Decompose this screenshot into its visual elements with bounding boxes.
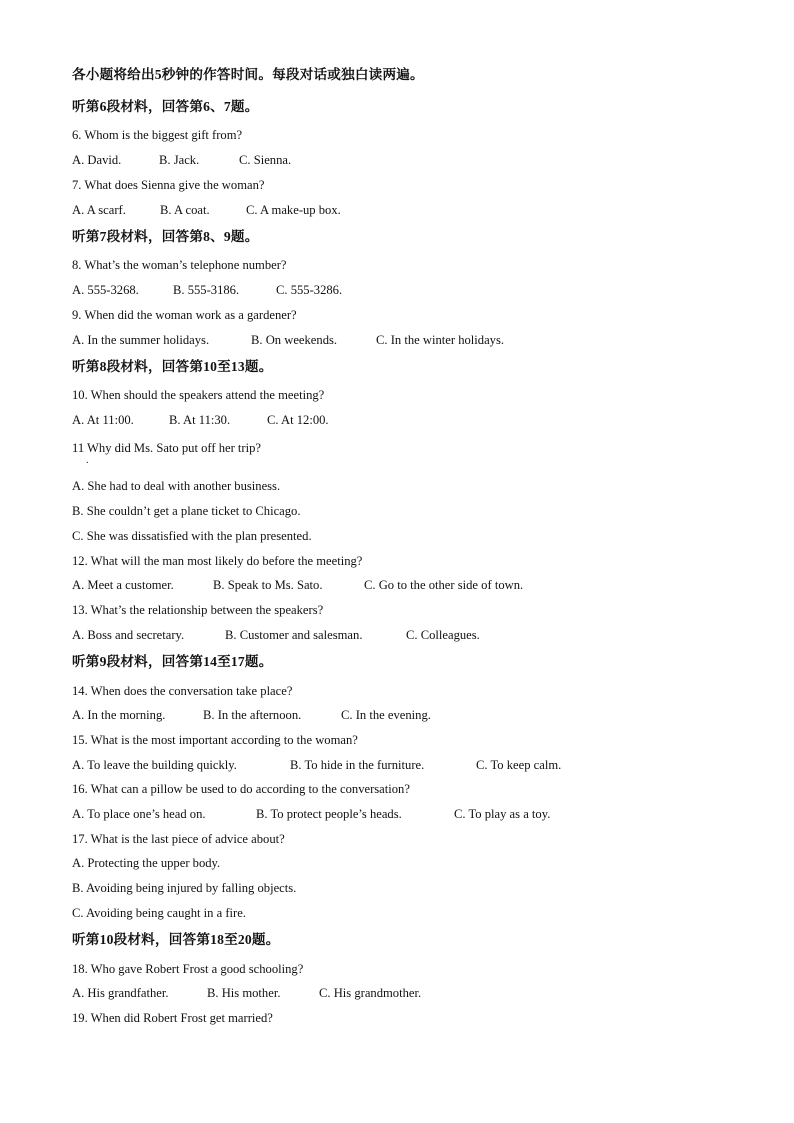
option-b: B. In the afternoon. bbox=[203, 708, 302, 722]
option-b: B. 555-3186. bbox=[173, 283, 240, 297]
option-b: B. A coat. bbox=[160, 203, 210, 217]
option-a: A. To leave the building quickly. bbox=[72, 758, 237, 772]
question-13-stem: 13. What’s the relationship between the speakers? bbox=[72, 603, 324, 617]
question-17-stem: 17. What is the last piece of advice about? bbox=[72, 832, 285, 846]
option-c: C. To play as a toy. bbox=[454, 807, 551, 821]
question-17-option-b: B. Avoiding being injured by falling objects. bbox=[72, 881, 297, 895]
section-heading-6: 听第6段材料，回答第6、7题。 bbox=[72, 99, 259, 114]
option-a: A. His grandfather. bbox=[72, 986, 169, 1000]
option-b: B. At 11:30. bbox=[169, 413, 231, 427]
question-10-options bbox=[72, 412, 329, 428]
option-b: B. Speak to Ms. Sato. bbox=[213, 578, 323, 592]
question-15-stem: 15. What is the most important according to the woman? bbox=[72, 733, 358, 747]
option-b: B. His mother. bbox=[207, 986, 281, 1000]
option-c: C. Colleagues. bbox=[406, 628, 480, 642]
section-heading-9: 听第9段材料，回答第14至17题。 bbox=[72, 654, 273, 669]
stray-mark: . bbox=[86, 455, 89, 466]
option-c: C. At 12:00. bbox=[267, 413, 329, 427]
section-heading-7: 听第7段材料，回答第8、9题。 bbox=[72, 229, 259, 244]
question-8-options bbox=[72, 282, 342, 298]
option-b: B. To protect people’s heads. bbox=[256, 807, 402, 821]
option-a: A. Boss and secretary. bbox=[72, 628, 185, 642]
option-a: A. A scarf. bbox=[72, 203, 126, 217]
question-15-options bbox=[72, 757, 561, 773]
question-18-stem: 18. Who gave Robert Frost a good schooling? bbox=[72, 962, 304, 976]
option-a: A. To place one’s head on. bbox=[72, 807, 206, 821]
question-11-stem: 11 Why did Ms. Sato put off her trip? bbox=[72, 441, 262, 455]
option-c: C. 555-3286. bbox=[276, 283, 343, 297]
option-c: C. His grandmother. bbox=[319, 986, 422, 1000]
section-instruction: 各小题将给出5秒钟的作答时间。每段对话或独白读两遍。 bbox=[72, 67, 424, 82]
question-6-options bbox=[72, 152, 291, 168]
option-b: B. Customer and salesman. bbox=[225, 628, 363, 642]
question-11-option-b: B. She couldn’t get a plane ticket to Chicago. bbox=[72, 504, 301, 518]
question-16-options bbox=[72, 806, 550, 822]
question-11-option-a: A. She had to deal with another business. bbox=[72, 479, 281, 493]
option-c: C. Go to the other side of town. bbox=[364, 578, 524, 592]
option-a: A. In the morning. bbox=[72, 708, 166, 722]
question-12-stem: 12. What will the man most likely do before the meeting? bbox=[72, 554, 363, 568]
option-a: A. At 11:00. bbox=[72, 413, 134, 427]
option-c: C. A make-up box. bbox=[246, 203, 341, 217]
question-19-stem: 19. When did Robert Frost get married? bbox=[72, 1011, 273, 1025]
option-c: C. In the winter holidays. bbox=[376, 333, 505, 347]
question-7-options bbox=[72, 202, 341, 218]
question-17-option-a: A. Protecting the upper body. bbox=[72, 856, 221, 870]
option-c: C. Sienna. bbox=[239, 153, 292, 167]
question-13-options bbox=[72, 627, 480, 643]
question-14-stem: 14. When does the conversation take place? bbox=[72, 684, 293, 698]
question-11-option-c: C. She was dissatisfied with the plan presented. bbox=[72, 529, 312, 543]
question-8-stem: 8. What’s the woman’s telephone number? bbox=[72, 258, 287, 272]
option-c: C. To keep calm. bbox=[476, 758, 562, 772]
question-18-options bbox=[72, 985, 421, 1001]
question-9-options bbox=[72, 332, 504, 348]
question-16-stem: 16. What can a pillow be used to do according to the conversation? bbox=[72, 782, 410, 796]
section-heading-10: 听第10段材料，回答第18至20题。 bbox=[72, 932, 280, 947]
option-b: B. Jack. bbox=[159, 153, 200, 167]
option-b: B. To hide in the furniture. bbox=[290, 758, 425, 772]
option-a: A. 555-3268. bbox=[72, 283, 139, 297]
option-b: B. On weekends. bbox=[251, 333, 338, 347]
question-10-stem: 10. When should the speakers attend the meeting? bbox=[72, 388, 325, 402]
question-14-options bbox=[72, 707, 431, 723]
question-6-stem: 6. Whom is the biggest gift from? bbox=[72, 128, 243, 142]
option-c: C. In the evening. bbox=[341, 708, 431, 722]
option-a: A. In the summer holidays. bbox=[72, 333, 210, 347]
question-12-options bbox=[72, 577, 523, 593]
option-a: A. David. bbox=[72, 153, 122, 167]
question-9-stem: 9. When did the woman work as a gardener? bbox=[72, 308, 297, 322]
question-7-stem: 7. What does Sienna give the woman? bbox=[72, 178, 265, 192]
question-17-option-c: C. Avoiding being caught in a fire. bbox=[72, 906, 246, 920]
section-heading-8: 听第8段材料，回答第10至13题。 bbox=[72, 359, 273, 374]
option-a: A. Meet a customer. bbox=[72, 578, 174, 592]
